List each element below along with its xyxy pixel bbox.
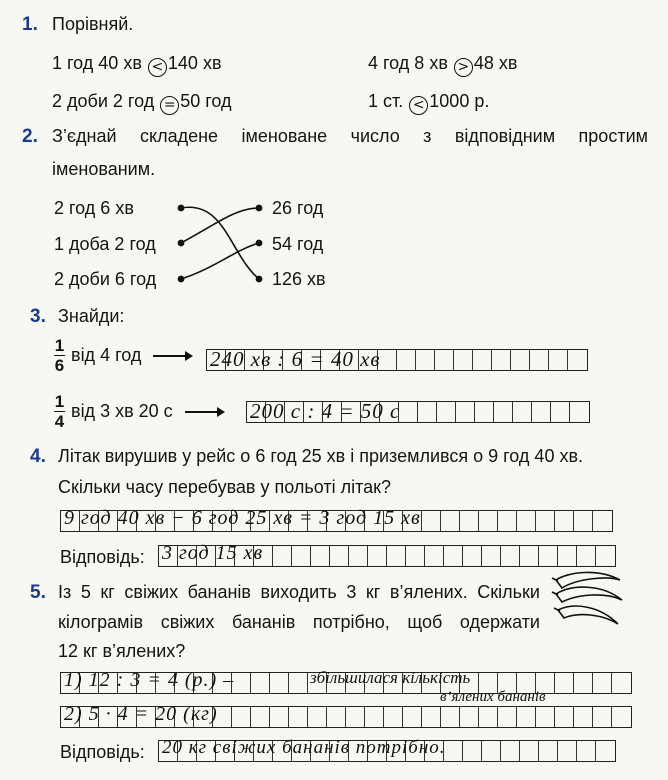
match-left-1: 2 год 6 хв: [54, 198, 134, 218]
answer-label: Відповідь:: [60, 742, 145, 762]
task1-title: Порівняй.: [52, 14, 134, 34]
task4-text-line2: Скільки часу перебував у польоті літак?: [58, 477, 392, 497]
compare-item-3: 2 доби 2 год = 50 год: [52, 91, 232, 113]
arrow-icon: [185, 411, 223, 413]
compare-item-2: 4 год 8 хв > 48 хв: [368, 53, 518, 75]
comparison-sign: >: [454, 58, 473, 77]
compare-item-1: 1 год 40 хв < 140 хв: [52, 53, 222, 75]
bananas-icon: [548, 566, 628, 636]
match-left-3: 2 доби 6 год: [54, 269, 157, 289]
comparison-sign: =: [160, 96, 179, 115]
answer-handwriting: 200 с : 4 = 50 с: [250, 399, 401, 423]
match-right-1: 26 год: [272, 198, 324, 218]
match-right-2: 54 год: [272, 234, 324, 254]
answer-label: Відповідь:: [60, 547, 145, 567]
step1-note-handwriting: збільшилася кількість: [310, 668, 471, 687]
task5-text-line1: Із 5 кг свіжих бананів виходить 3 кг в’ялених. Скільки: [58, 582, 540, 602]
task4-number: 4.: [30, 446, 46, 467]
task3-number: 3.: [30, 306, 46, 327]
match-left-2: 1 доба 2 год: [54, 234, 156, 254]
task5-number: 5.: [30, 582, 46, 603]
answer-handwriting: 3 год 15 хв: [162, 542, 264, 564]
fraction: $\frac{1}{6}$: [54, 336, 65, 375]
answer-handwriting: 240 хв : 6 = 40 хв: [210, 347, 381, 371]
step1-handwriting: 1) 12 : 3 = 4 (р.) –: [64, 669, 235, 691]
task2-text-line2: іменованим.: [52, 159, 156, 179]
match-line: [181, 208, 259, 243]
answer-handwriting: 20 кг свіжих бананів потрібно.: [162, 737, 446, 758]
step1-note-handwriting: в’ялених бананів: [440, 689, 546, 705]
comparison-sign: <: [148, 58, 167, 77]
solution-handwriting: 9 год 40 хв − 6 год 25 хв = 3 год 15 хв: [64, 507, 421, 529]
task3-title: Знайди:: [58, 306, 125, 326]
task2-text-line1: З’єднай складене іменоване число з відповідним простим: [52, 126, 648, 146]
match-line: [181, 207, 259, 279]
find-row-1: $\frac{1}{6}$ від 4 год: [54, 337, 191, 374]
fraction: $\frac{1}{4}$: [54, 392, 65, 431]
comparison-sign: <: [409, 96, 428, 115]
task5-text-line2: кілограмів свіжих бананів потрібно, щоб одержати: [58, 612, 540, 632]
match-right-3: 126 хв: [272, 269, 326, 289]
task4-text-line1: Літак вирушив у рейс о 6 год 25 хв і приземлився о 9 год 40 хв.: [58, 446, 584, 466]
arrow-icon: [153, 355, 191, 357]
compare-item-4: 1 ст. < 1000 р.: [368, 91, 490, 113]
find-row-2: $\frac{1}{4}$ від 3 хв 20 с: [54, 393, 223, 430]
match-line: [181, 243, 259, 279]
task5-text-line3: 12 кг в’ялених?: [58, 641, 186, 661]
step2-handwriting: 2) 5 · 4 = 20 (кг): [64, 703, 218, 725]
task2-number: 2.: [22, 126, 38, 147]
task1-number: 1.: [22, 14, 38, 35]
